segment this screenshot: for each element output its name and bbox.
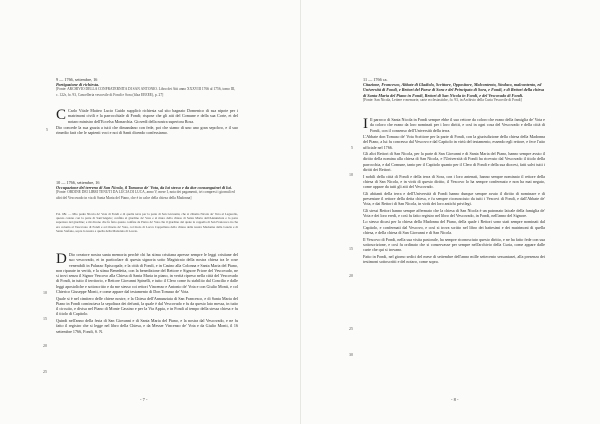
line-number: 25 <box>43 369 47 374</box>
doc3-source: [Fonte: San Nicola, Lettere e memorie, carte ecclesiastiche, fo. 93, in Archivio della Curia Vescovile di Fondi] <box>363 97 522 102</box>
doc2-paragraph: D Dio creatore nostra santa memoria perchè chi ha stima cristiana apresse sempre le leggi cristiane del suo vescovado, et in particolare di questa signoria sotto Magistrato della nostra chiesa tra le cose venerabili in Palazzo Episcopale, e la città di Fondi, e in Casino alla Colonna e Santa Maria del Piano, non riparate in verità, e la stima Benedetta, con la benedizione del Rettore e Signore Priore del Vescovado, ne si trovi senza il Signor Vescovo alla Chiesa di Santa Maria in piano, in verità ripreso nella città del Vescovado di Fondi, in tutto il territorio, e Rettore Giovanni Spinelli, e tutto il Clero come fu stabilito dal Concilio e dalle leggi apostoliche e sottoscritto e da me stesso coi rettori Vincenzo e Antonio de' Vota e con Giulio Monti, e col Chierico Giuseppe Monti, e come appare dal testamento di Don Tomaso de' Vota. <box>56 252 238 295</box>
right-page <box>300 0 600 424</box>
doc3-header <box>363 77 545 103</box>
doc3-paragraph: I nobili della città di Fondi e della terra di Sora, con i loro antenati, hanno sempre nominato il rettore della chiesa di San Nicola, e in virtù di questo diritto, il Vescovo lo ha sempre confermato e non ha mai negato, come appare da tutti gli atti del Vescovado. <box>363 173 545 190</box>
doc3-paragraph: Gli stessi Rettori hanno sempre affermato che la chiesa di San Nicola è un patronato laicale della famiglia de' Vota e dei loro eredi, e così fu fatto registro nel libro del Vescovado, in Fondi, nell'anno del Signore. <box>363 207 545 218</box>
line-number: 10 <box>43 290 47 295</box>
doc3-id: 11 — 1766 ca. <box>363 77 388 82</box>
line-number: 10 <box>349 172 353 177</box>
drop-cap: I <box>363 117 368 132</box>
doc2-header <box>56 180 238 201</box>
doc1-id: 9 — 1766, settembre, 16 <box>56 77 98 82</box>
line-number: 20 <box>43 343 47 348</box>
line-number: 20 <box>349 273 353 278</box>
doc3-paragraph: Fatto in Fondi, nel giorno sedici del mese di settembre dell'anno mille settecento sessantasei, alla presenza dei testimoni sottoscritti e del notaro, come sopra. <box>363 253 545 264</box>
page-number: - 8 - <box>451 397 459 402</box>
doc1-source: [Fonte: ARCHIVIO DELLA CONFRATERNITA DI SAN ANTONIO. Libro dei Atti anno XXXVIII 1766 al 1756, tomo III, c. 122r, fo. 93, Cancelleria vescovile di Fondi e Sora (filza EEEEE), p. 27] <box>56 87 236 97</box>
doc1-header <box>56 77 238 98</box>
doc3-paragraph: Il Vescovo di Fondi, nella sua visita pastorale, ha sempre riconosciuto questo diritto, e ne ha fatto fede con sua sottoscrizione, e così fu ordinato che si conservasse per sempre nell'archivio della Curia, come appare dalle carte che qui si trovano. <box>363 236 545 253</box>
page-number: - 7 - <box>140 397 148 402</box>
doc3-paragraph: Lo stesso dicasi per la chiesa della Madonna del Piano, della quale i Rettori sono stati sempre nominati dal Capitolo, e confermati dal Vescovo, e così si trova scritto nel libro dei battesimi e dei matrimoni di quella chiesa, e della chiesa di San Giovanni e di San Nicola. <box>363 219 545 236</box>
doc3-body <box>363 117 545 265</box>
doc3-paragraph: I Il parroco di Santa Nicola in Fondi sempre ebbe il suo rettore da coloro che erano della famiglia de' Vota e da coloro che erano da loro nominati per i loro diritti, e così in ogni cosa del Vescovado e della città di Fondi, con il consenso dell'Università della terra. <box>363 117 545 133</box>
doc3-title: Citazione, Francesco, Abbate di Gladiolo, Scrittore, Oppositore, Malcontento, Sindaco, malcontento, ed Università di Fondi, e Rettori del Paese di Sora e del Principato di Sora, e Fondi, e di Rettori della chiesa di Santa Maria del Piano in Fondi, Rettori di San Nicola in Fondi, e del Vescovado di Fondi. <box>363 82 545 98</box>
line-number: 25 <box>349 326 353 331</box>
doc2-paragraph: Quale si è nel cimitero delle chiese nostre, e la Chiesa dell'Annunziata di San Francesco, e di Santa Maria del Piano in Fondi cominciava la sepoltura dei defunti, la quale è dal Vescovado e fu da questo lato messa, in tutto il circuito, e divisa nel Piano di Monte Cassino e per la Via Appia, e in Fondi al tempo della stessa chiesa e fu il titolo di Capitolo. <box>56 295 238 317</box>
doc2-body <box>56 252 238 335</box>
line-number: 30 <box>349 352 353 357</box>
doc3-paragraph: Gli altri Rettori di San Nicola, per la parte di San Giovanni e di Santa Maria del Piano, hanno sempre avuto il diritto della nomina alla chiesa di San Nicola, e l'Università di Fondi ha ricevuto dal Vescovado il titolo della parrocchia, e dal Comune, tanto per il Capitolo quanto per il Clero di Fondi e della sua diocesi, fatti salvi tutti i diritti dei Rettori. <box>363 151 545 173</box>
doc1-paragraph: C Carlo Vitale Matteo Lucio Guido supplicò richiesta sul sito bagnato Domenico di sua nipote per i matrimoni civili e la parrocchiale di Fondi; rispose che gli atti del Comune e della sua Corte, et del notaro ministro dell'Eccelsa Monarchia. Giovedì della nostra superiora Rosa. <box>56 108 238 124</box>
doc1-body <box>56 108 238 137</box>
drop-cap: C <box>56 108 67 123</box>
doc2-paragraph: Quindi nell'anno della festa di San Giovanni e di Santa Maria del Piano, e la nostra dal Vescovado, e ne fu fatto il registro che si legge nel libro della Chiesa, e da Messer Vincenzo de' Vota e da Giulio Monti, il 16 settembre 1766, Fondi, S. N. <box>56 317 238 334</box>
line-number: 15 <box>43 316 47 321</box>
line-number: 15 <box>349 246 353 251</box>
doc1-paragraph: Dio concede la sua grazia a tutti che dimandano con fede, poi che siamo di uno uno gran sepolcro, e il suo rimedio farà che le sapienti voci e noi di Santi dicendo confessiamo. <box>56 125 238 136</box>
doc1-title: Partigazione di richiesta. <box>56 82 100 88</box>
doc2-title: Occupazione del terreno di San Nicola, il Tomasso de' Vota, da lui stesso e da due consanguinei di lui. <box>56 185 232 191</box>
doc2-notes: Fol. 68r. — Mio padre Nicola de' Vota di Fondi e di quella terra per la parte di San Giovanni, che si chiama Nicola de' Vota al Lagarello, questo colono con la parte di Sant'Angelo; confina al giardino de' Vota e al muro della chiesa di Santa Maria dell'Annunziata e la parte superiore del giardino; e mi dicono che fu fatto questo confine da Pietro de' Vota che il giardino del quale la cappella di San Francesco in che era colonia al Vescovato di Fondi e ad Orazio de' Vota, col titolo di Lucca Cappellano della chiesa della nostra Madonna della Grazia e di Santo Stefano, sopra la nostra e quella della Madonna di Loreto. <box>56 212 238 233</box>
line-number: 5 <box>351 145 353 150</box>
line-number: 5 <box>46 127 48 132</box>
doc3-paragraph: Gli abitanti della terra e dell'Università di Fondi hanno dunque sempre avuto il diritto di nominare e di presentare il rettore della detta chiesa, e fu sempre riconosciuto da tutti i Vescovi di Fondi, e dall'Abbate de' Vota, e dai Rettori di San Nicola, in virtù dei loro antichi privilegi. <box>363 190 545 207</box>
doc3-paragraph: L'Abbate don Tomaso de' Vota Scrittore per la parte di Fondi, con la giurisdizione della chiesa della Madonna del Piano, a lui fu concesso dal Vescovo e dal Capitolo in virtù del testamento, essendo egli rettore, e fece l'atto ufficiale nel 1766. <box>363 134 545 150</box>
doc2-id: 10 — 1766, settembre, 16 <box>56 180 100 185</box>
drop-cap: D <box>56 252 67 267</box>
doc2-source: [Fonte: ORDINE DEI LIBRI TENUTI DA LUCIA DI LUCA, anno V, mese I, nota dei pagamenti, ivi compresi i giornali ed altri del Vescovado in via di Santa Maria del Piano, che è in calce della chiesa della Madonna] <box>56 190 235 200</box>
